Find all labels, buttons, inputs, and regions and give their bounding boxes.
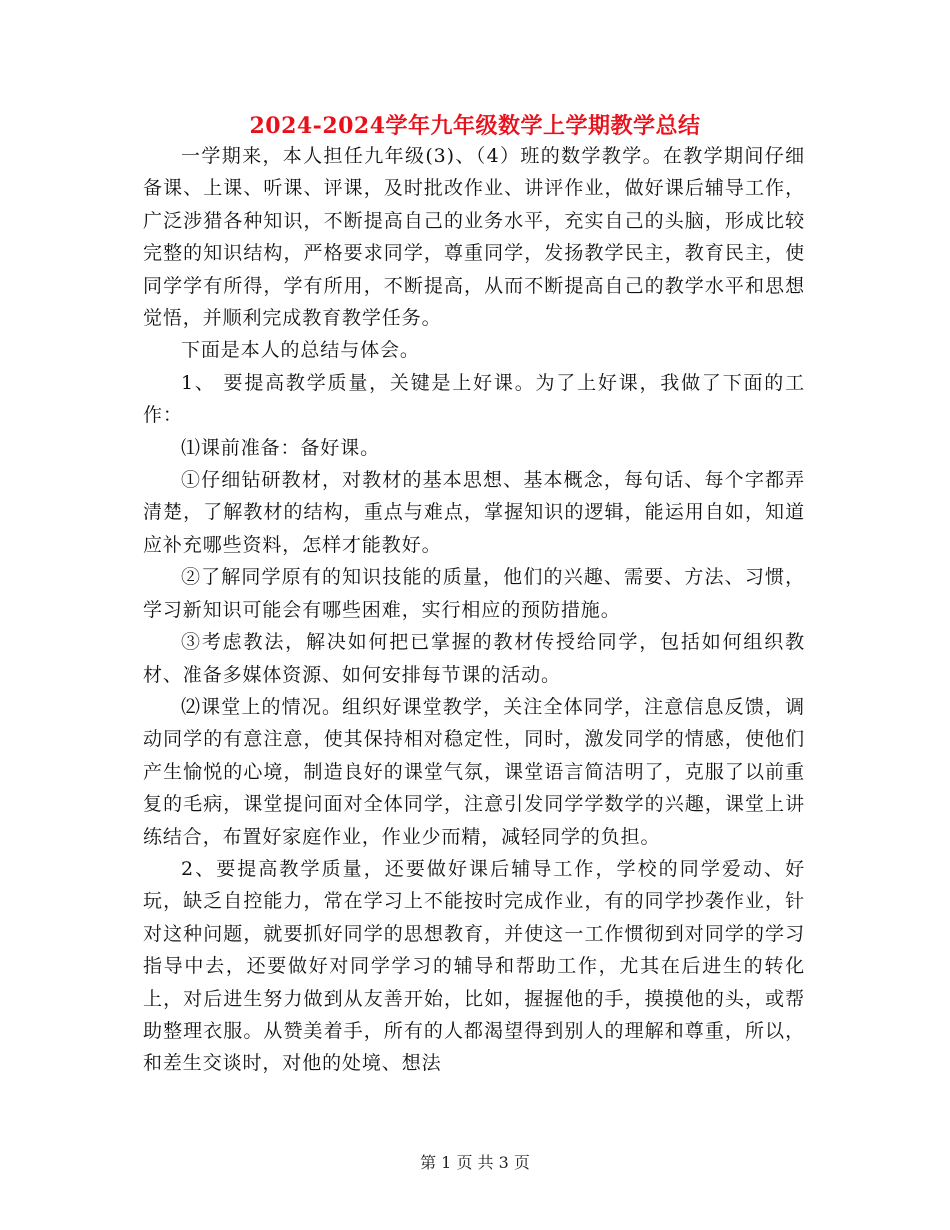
document-body (143, 140, 805, 1080)
document-title: 2024-2024学年九年级数学上学期教学总结 (249, 113, 701, 139)
paragraph: ①仔细钻研教材，对教材的基本思想、基本概念，每句话、每个字都弄清楚，了解教材的结构，重点与难点，掌握知识的逻辑，能运用自如，知道应补充哪些资料，怎样才能教好。 (143, 469, 805, 556)
paragraph: ②了解同学原有的知识技能的质量，他们的兴趣、需要、方法、习惯，学习新知识可能会有哪些困难，实行相应的预防措施。 (143, 566, 805, 621)
paragraph: 下面是本人的总结与体会。 (181, 339, 420, 362)
paragraph: 2、要提高教学质量，还要做好课后辅导工作，学校的同学爱动、好玩，缺乏自控能力，常在学习上不能按时完成作业，有的同学抄袭作业，针对这种问题，就要抓好同学的思想教育，并使这一工作惯彻到对同学的学习指导中去，还要做好对同学学习的辅导和帮助工作，尤其在后进生的转化上，对后进生努力做到从友善开始，比如，握握他的手，摸摸他的头，或帮助整理衣服。从赞美着手，所有的人都渴望得到别人的理解和尊重，所以，和差生交谈时，对他的处境、想法 (143, 857, 805, 1075)
paragraph: ⑴课前准备：备好课。 (181, 436, 381, 459)
page-footer: 第 1 页 共 3 页 (420, 1153, 530, 1172)
paragraph: ⑵课堂上的情况。组织好课堂教学，关注全体同学，注意信息反馈，调动同学的有意注意，使其保持相对稳定性，同时，激发同学的情感，使他们产生愉悦的心境，制造良好的课堂气氛，课堂语言简洁明了，克服了以前重复的毛病，课堂提问面对全体同学，注意引发同学学数学的兴趣，课堂上讲练结合，布置好家庭作业，作业少而精，减轻同学的负担。 (143, 695, 805, 848)
paragraph: 1、 要提高教学质量，关键是上好课。为了上好课，我做了下面的工作： (143, 371, 805, 427)
paragraph: ③考虑教法，解决如何把已掌握的教材传授给同学，包括如何组织教材、准备多媒体资源、如何安排每节课的活动。 (143, 631, 805, 686)
paragraph: 一学期来，本人担任九年级(3)、（4）班的数学教学。在教学期间仔细备课、上课、听课、评课，及时批改作业、讲评作业，做好课后辅导工作，广泛涉猎各种知识，不断提高自己的业务水平，充实自己的头脑，形成比较完整的知识结构，严格要求同学，尊重同学，发扬教学民主，教育民主，使同学学有所得，学有所用，不断提高，从而不断提高自己的教学水平和思想觉悟，并顺利完成教育教学任务。 (143, 145, 805, 330)
